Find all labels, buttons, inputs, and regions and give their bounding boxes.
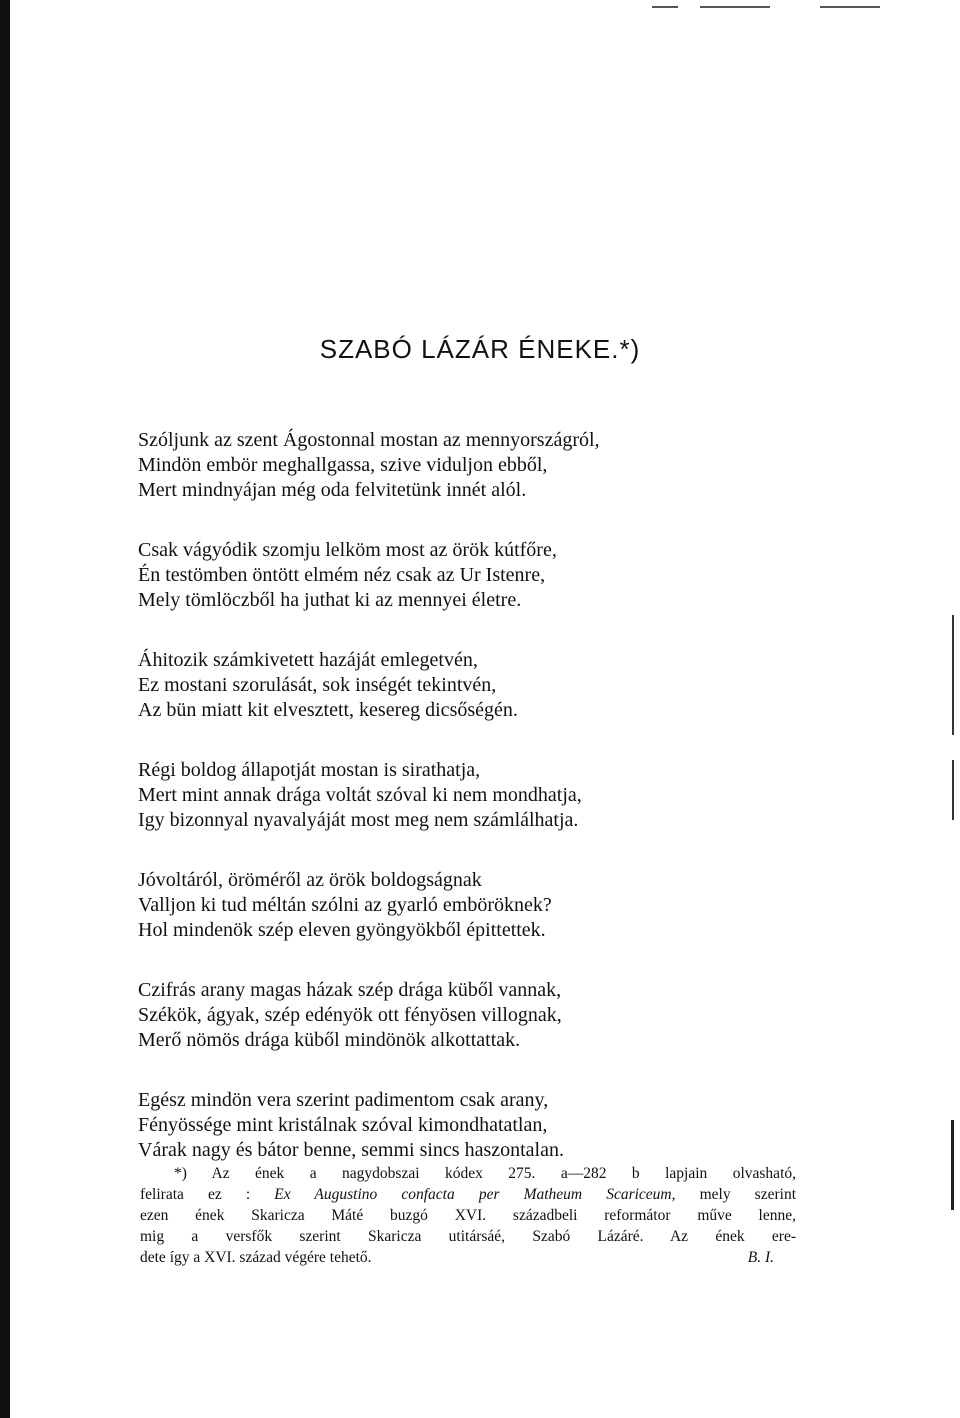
poem-line: Csak vágyódik szomju lelköm most az örök kútfőre,	[138, 539, 557, 561]
poem-line: Ez mostani szorulását, sok inségét tekintvén,	[138, 674, 497, 696]
poem-line: Várak nagy és bátor benne, semmi sincs haszontalan.	[138, 1139, 564, 1161]
stanza	[138, 978, 838, 1053]
page-title: SZABÓ LÁZÁR ÉNEKE.*)	[319, 334, 641, 364]
poem-line: Igy bizonnyal nyavalyáját most meg nem számlálhatja.	[138, 809, 579, 831]
stanza	[138, 648, 838, 723]
scan-mark	[952, 615, 954, 735]
poem-line: Én testömben öntött elmém néz csak az Ur Istenre,	[138, 564, 546, 586]
stanza	[138, 868, 838, 943]
poem-line: Székök, ágyak, szép edényök ott fényösen villognak,	[138, 1004, 562, 1026]
footnote	[140, 1163, 796, 1268]
footnote-latin-title: Ex Augustino confacta per Matheum Scariceum,	[274, 1186, 676, 1203]
poem-line: Merő nömös drága küből mindönök alkottattak.	[138, 1029, 521, 1051]
footnote-text: dete így a XVI. század végére tehető.	[140, 1249, 372, 1266]
poem-line: Valljon ki tud méltán szólni az gyarló emböröknek?	[138, 894, 552, 916]
scan-mark	[952, 760, 954, 820]
poem-line: Szóljunk az szent Ágostonnal mostan az mennyországról,	[138, 429, 600, 451]
footnote-signature: B. I.	[747, 1249, 774, 1266]
footnote-line	[140, 1247, 796, 1268]
footnote-line: ezen ének Skaricza Máté buzgó XVI. századbeli reformátor műve lenne,	[140, 1207, 796, 1224]
poem-line: Régi boldog állapotját mostan is sirathatja,	[138, 759, 481, 781]
scan-mark	[700, 6, 770, 8]
poem-line: Az bün miatt kit elvesztett, kesereg dicsőségén.	[138, 699, 518, 721]
poem-line: Áhitozik számkivetett hazáját emlegetvén,	[138, 649, 478, 671]
poem-line: Egész mindön vera szerint padimentom csak arany,	[138, 1089, 549, 1111]
footnote-text: felirata ez :	[140, 1186, 251, 1203]
stanza	[138, 1088, 838, 1163]
poem-line: Fényössége mint kristálnak szóval kimondhatatlan,	[138, 1114, 548, 1136]
scan-mark	[951, 1120, 954, 1210]
stanza	[138, 758, 838, 833]
poem-line: Mert mint annak drága voltát szóval ki nem mondhatja,	[138, 784, 582, 806]
footnote-text: mely szerint	[699, 1186, 796, 1203]
scan-mark	[820, 6, 880, 8]
poem-line: Hol mindenök szép eleven gyöngyökből épittettek.	[138, 919, 546, 941]
poem-line: Jóvoltáról, öröméről az örök boldogságnak	[138, 869, 482, 891]
poem-line: Mely tömlöczből ha juthat ki az mennyei életre.	[138, 589, 522, 611]
poem-line: Mindön embör meghallgassa, szive viduljon ebből,	[138, 454, 548, 476]
stanza	[138, 428, 838, 503]
footnote-line: *) Az ének a nagydobszai kódex 275. a—282 b lapjain olvasható,	[174, 1165, 796, 1182]
footnote-line	[140, 1184, 796, 1205]
poem	[138, 428, 838, 1198]
stanza	[138, 538, 838, 613]
scan-mark	[652, 6, 678, 8]
footnote-line: mig a versfők szerint Skaricza utitársáé, Szabó Lázáré. Az ének ere-	[140, 1228, 796, 1245]
poem-line: Mert mindnyájan még oda felvitetünk innét alól.	[138, 479, 527, 501]
page-edge-shadow	[0, 0, 10, 1418]
poem-line: Czifrás arany magas házak szép drága küből vannak,	[138, 979, 562, 1001]
